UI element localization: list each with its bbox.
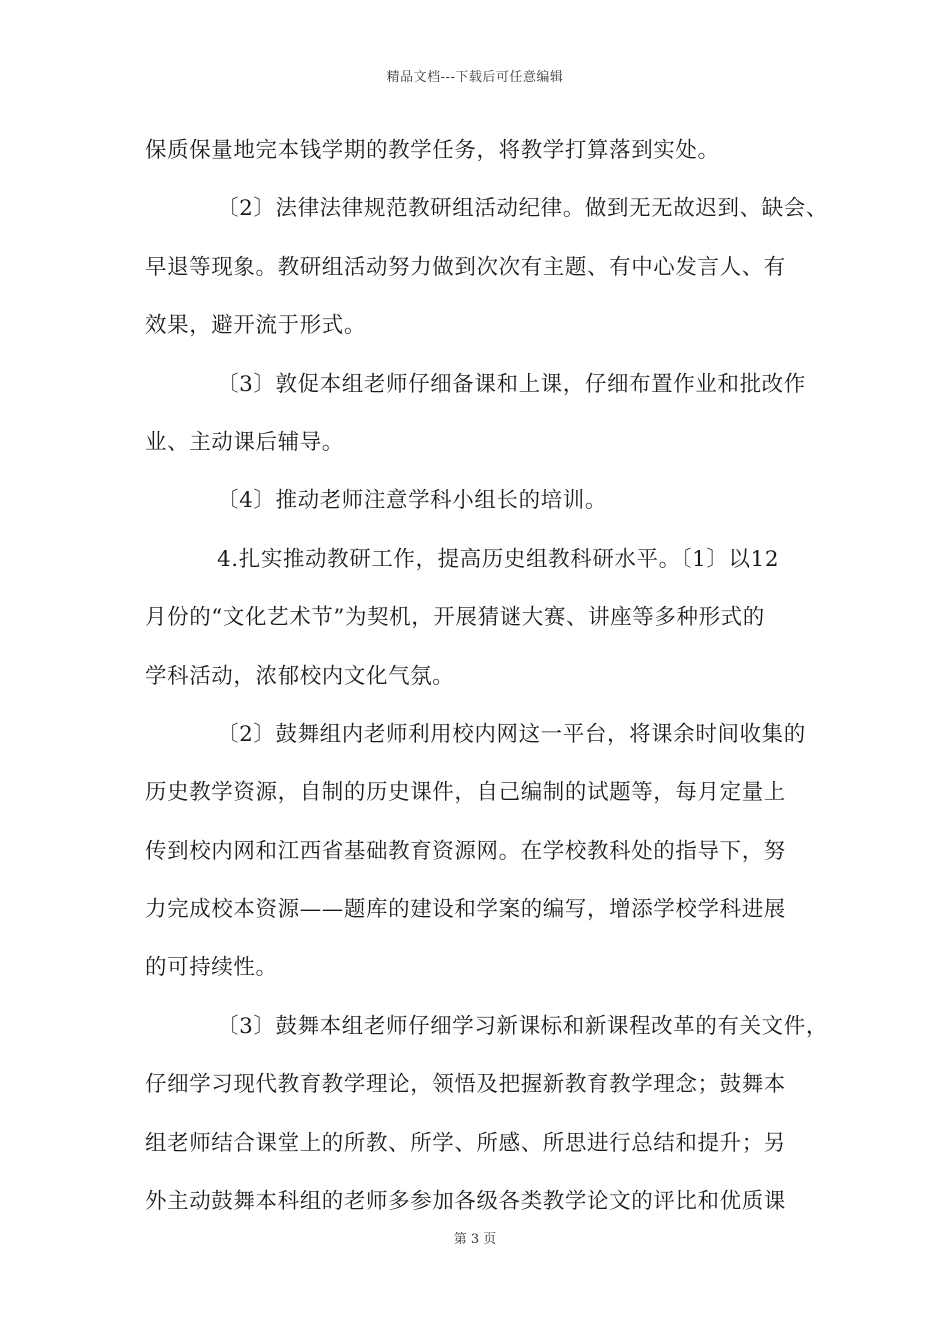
body-line: 力完成校本资源——题库的建设和学案的编写，增添学校学科进展 <box>145 897 786 923</box>
body-line: 效果，避开流于形式。 <box>145 313 367 339</box>
document-body <box>145 129 830 1238</box>
body-line: 仔细学习现代教育教学理论，领悟及把握新教育教学理念；鼓舞本 <box>145 1072 786 1098</box>
body-line: 的可持续性。 <box>145 955 278 981</box>
page-number: 第 3 页 <box>453 1232 497 1247</box>
body-line: 〔4〕推动老师注意学科小组长的培训。 <box>217 488 607 514</box>
body-line: 业、主动课后辅导。 <box>145 429 344 455</box>
body-line: 学科活动，浓郁校内文化气氛。 <box>145 663 455 689</box>
body-line: 月份的“文化艺术节”为契机，开展猜谜大赛、讲座等多种形式的 <box>145 605 765 631</box>
body-line: 早退等现象。教研组活动努力做到次次有主题、有中心发言人、有 <box>145 254 786 280</box>
body-line: 〔3〕敦促本组老师仔细备课和上课，仔细布置作业和批改作 <box>217 371 806 397</box>
page-header: 精品文档---下载后可任意编辑 <box>386 70 564 85</box>
body-line: 〔2〕鼓舞组内老师利用校内网这一平台，将课余时间收集的 <box>217 721 806 747</box>
body-line: 4.扎实推动教研工作，提高历史组教科研水平。〔1〕以12 <box>217 546 780 572</box>
body-line: 组老师结合课堂上的所教、所学、所感、所思进行总结和提升；另 <box>145 1130 786 1156</box>
body-line: 〔3〕鼓舞本组老师仔细学习新课标和新课程改革的有关文件， <box>217 1013 828 1039</box>
body-line: 〔2〕法律法律规范教研组活动纪律。做到无无故迟到、缺会、 <box>217 196 828 222</box>
body-line: 传到校内网和江西省基础教育资源网。在学校教科处的指导下，努 <box>145 838 786 864</box>
body-line: 保质保量地完本钱学期的教学任务，将教学打算落到实处。 <box>145 138 720 163</box>
body-line: 历史教学资源，自制的历史课件，自己编制的试题等，每月定量上 <box>145 780 786 806</box>
body-line: 外主动鼓舞本科组的老师多参加各级各类教学论文的评比和优质课 <box>145 1189 786 1215</box>
